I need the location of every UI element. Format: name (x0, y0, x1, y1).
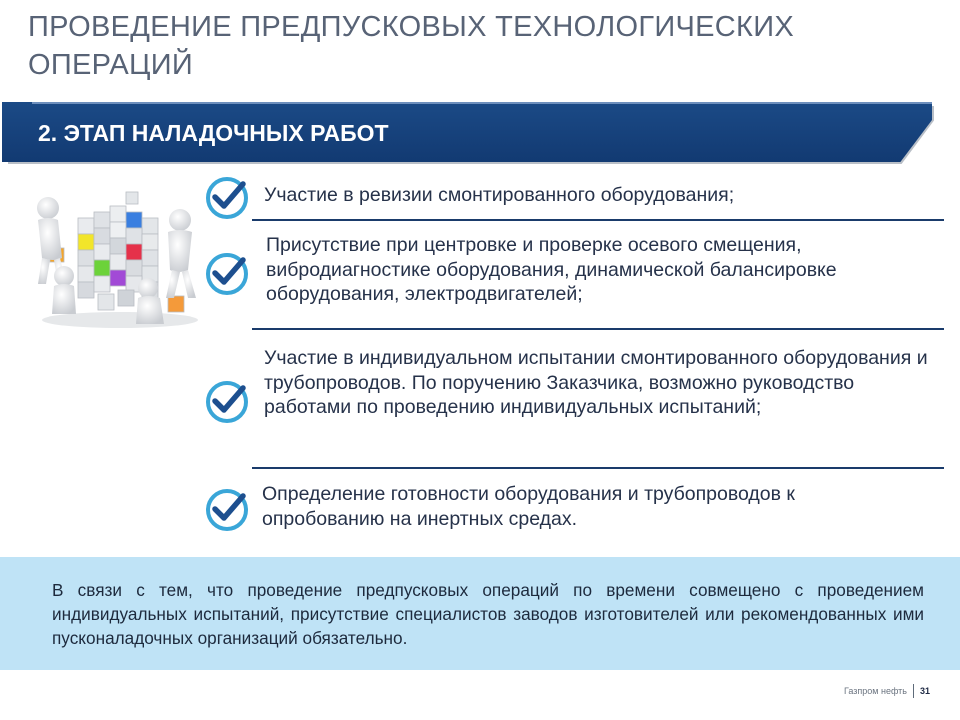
list-item-text: Участие в ревизии смонтированного оборудования; (264, 184, 735, 206)
item-divider (252, 328, 944, 330)
check-circle-icon (205, 176, 249, 220)
section-banner (2, 100, 940, 172)
page-number: 31 (919, 686, 930, 696)
list-item-text: Участие в индивидуальном испытании смонтированного оборудования и трубопроводов. По поручению Заказчика, возможно руководство работами по проведению индивидуальных испытаний; (264, 347, 928, 419)
footer (844, 684, 930, 698)
page-title: ПРОВЕДЕНИЕ ПРЕДПУСКОВЫХ ТЕХНОЛОГИЧЕСКИХ ОПЕРАЦИЙ (28, 11, 794, 81)
note-text: В связи с тем, что проведение предпусковых операций по времени совмещено с проведением индивидуальных испытаний, присутствие специалистов заводов изготовителей или рекомендованных ими пусконаладочных организаций обязательно. (52, 580, 924, 648)
section-title: 2. ЭТАП НАЛАДОЧНЫХ РАБОТ (38, 120, 389, 146)
item-divider (252, 467, 944, 469)
cube-teamwork-illustration (28, 178, 204, 332)
item-divider (252, 219, 944, 221)
banner-highlight-line (32, 102, 932, 104)
footer-separator (913, 684, 914, 698)
check-circle-icon (205, 488, 249, 532)
check-circle-icon (205, 380, 249, 424)
footer-company: Газпром нефть (844, 686, 907, 696)
list-item-text: Присутствие при центровке и проверке осевого смещения, вибродиагностике оборудования, динамической балансировке оборудования, электродвигателей; (266, 234, 837, 306)
check-circle-icon (205, 252, 249, 296)
list-item-text: Определение готовности оборудования и трубопроводов к опробованию на инертных средах. (262, 483, 795, 530)
